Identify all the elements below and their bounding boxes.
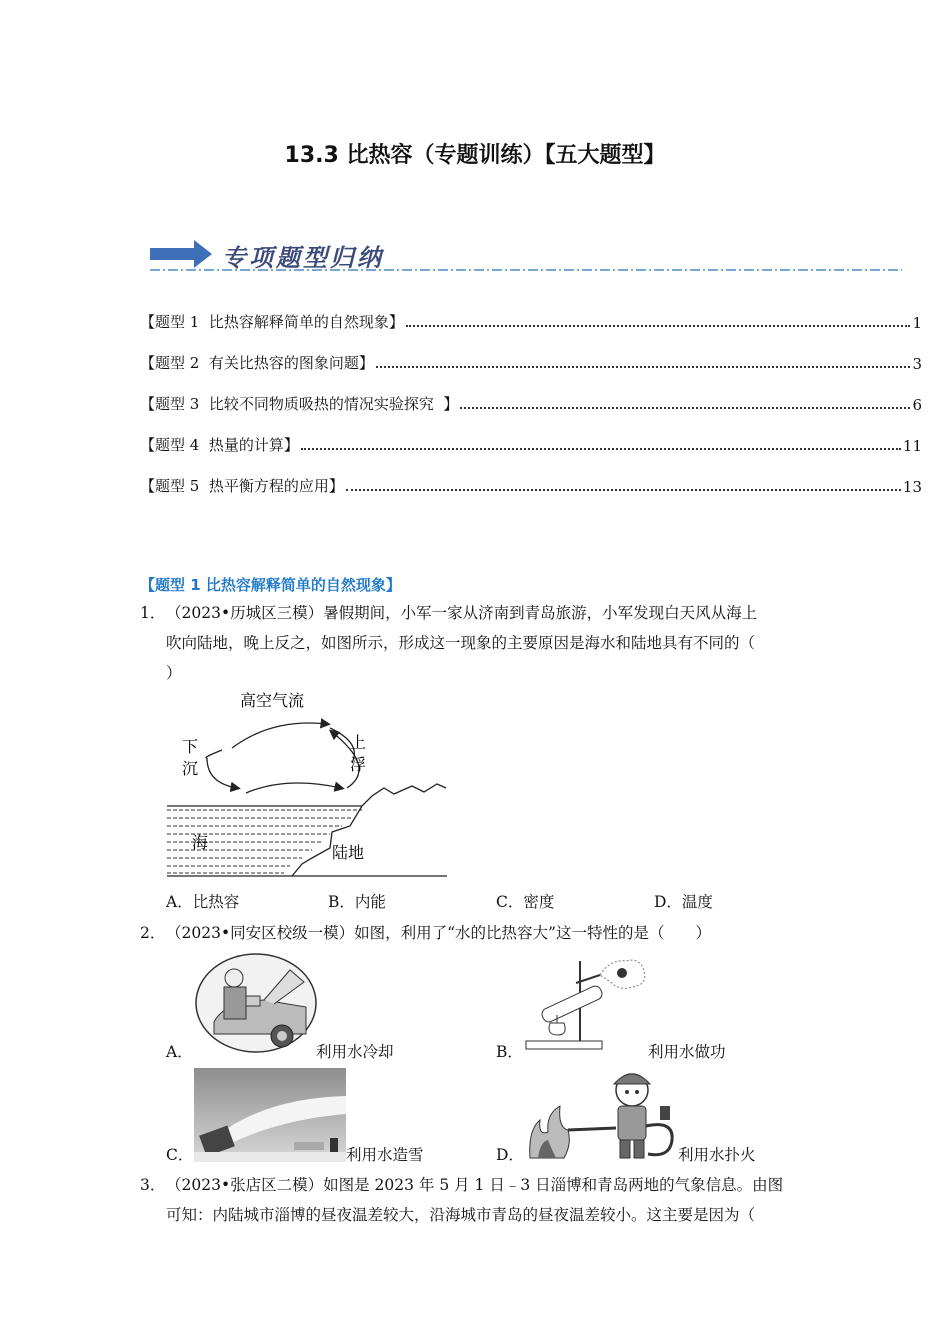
sea-breeze-diagram [162, 688, 452, 880]
toc-page: 3 [912, 355, 922, 373]
option-b-letter[interactable]: B． [496, 1043, 523, 1061]
toc-leader [376, 366, 911, 368]
toc-page: 13 [902, 478, 922, 496]
label-sink-1: 下 [182, 737, 199, 756]
toc-leader [346, 489, 901, 491]
firefighter-illustration [524, 1070, 680, 1162]
question-text: 可知：内陆城市淄博的昼夜温差较大，沿海城市青岛的昼夜温差较小。这主要是因为（ [166, 1206, 756, 1224]
question-text: （2023•张店区二模）如图是 2023 年 5 月 1 日﹣3 日淄博和青岛两地的气象信息。由图 [166, 1176, 784, 1194]
toc-entry[interactable] [140, 349, 922, 373]
label-land: 陆地 [332, 843, 365, 862]
page-title: 13.3 比热容（专题训练）【五大题型】 [284, 143, 666, 168]
airflow-arc-top [232, 723, 327, 748]
toc-entry[interactable] [140, 431, 922, 455]
question-text: ） [166, 664, 182, 682]
label-sink-2: 沉 [182, 759, 199, 778]
toc-leader [406, 325, 911, 327]
toc-entry[interactable] [140, 308, 922, 332]
option-c-letter[interactable]: C． [166, 1146, 194, 1164]
steam-work-illustration [520, 955, 650, 1055]
toc-leader [301, 448, 901, 450]
question-text: （2023•同安区校级一模）如图，利用了“水的比热容大”这一特性的是（ ） [166, 924, 711, 942]
option-c-caption: 利用水造雪 [346, 1146, 424, 1164]
toc-page: 1 [912, 314, 922, 332]
option-c[interactable]: C．密度 [496, 893, 555, 911]
option-d-letter[interactable]: D． [496, 1146, 524, 1164]
toc-page: 11 [902, 437, 922, 455]
question-number: 2． [140, 924, 166, 942]
label-upper-air: 高空气流 [240, 691, 305, 710]
airflow-arc-left [207, 758, 237, 788]
question-number: 3． [140, 1176, 166, 1194]
option-d-caption: 利用水扑火 [678, 1146, 756, 1164]
snow-making-illustration [194, 1068, 346, 1162]
question-1 [140, 598, 810, 688]
car-cooling-illustration [194, 952, 318, 1054]
toc-label: 【题型 1 比热容解释简单的自然现象】 [140, 313, 404, 331]
toc-label: 【题型 2 有关比热容的图象问题】 [140, 354, 374, 372]
option-a-letter[interactable]: A． [166, 1043, 193, 1061]
toc-label: 【题型 4 热量的计算】 [140, 436, 299, 454]
option-a-caption: 利用水冷却 [316, 1043, 394, 1061]
question-text: 吹向陆地，晚上反之，如图所示，形成这一现象的主要原因是海水和陆地具有不同的（ [166, 634, 756, 652]
coastline [167, 784, 446, 876]
toc-entry[interactable] [140, 390, 922, 414]
option-b[interactable]: B．内能 [328, 893, 386, 911]
label-rise-2: 浮 [350, 755, 367, 774]
toc-label: 【题型 3 比较不同物质吸热的情况实验探究 】 [140, 395, 459, 413]
toc-page: 6 [912, 396, 922, 414]
question-2 [140, 918, 810, 948]
arrow-icon [150, 240, 212, 268]
option-b-caption: 利用水做功 [648, 1043, 726, 1061]
label-sea: 海 [192, 833, 209, 852]
question-number: 1． [140, 604, 166, 622]
toc-label: 【题型 5 热平衡方程的应用】 [140, 477, 344, 495]
option-a[interactable]: A．比热容 [166, 893, 240, 911]
question-text: （2023•历城区三模）暑假期间，小军一家从济南到青岛旅游，小军发现白天风从海上 [166, 604, 758, 622]
option-d[interactable]: D．温度 [654, 893, 713, 911]
toc-entry[interactable] [140, 472, 922, 496]
banner-text: 专项题型归纳 [222, 243, 384, 272]
section-heading: 【题型 1 比热容解释简单的自然现象】 [140, 576, 401, 594]
question-3 [140, 1170, 810, 1230]
toc-leader [460, 407, 910, 409]
airflow-arc-bottom [246, 783, 341, 793]
label-rise-1: 上 [350, 733, 367, 752]
